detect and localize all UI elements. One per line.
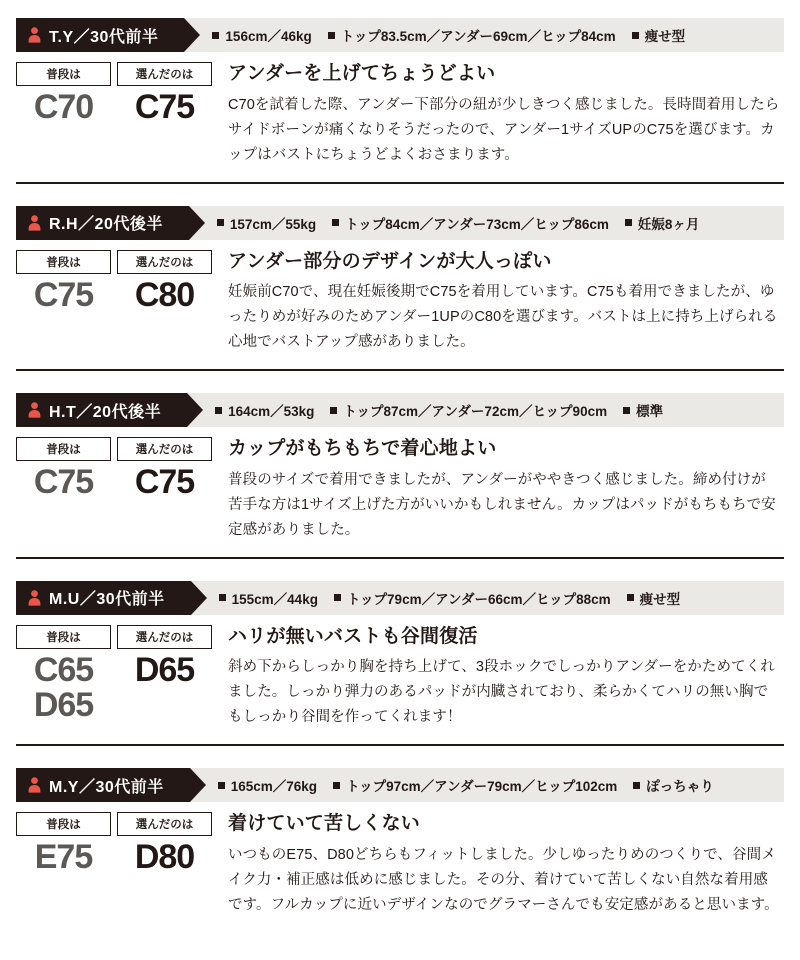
spec-text: 164cm／53kg bbox=[228, 404, 315, 420]
bullet-square-icon bbox=[215, 407, 222, 414]
bullet-square-icon bbox=[219, 594, 226, 601]
review-title: カップがもちもちで着心地よい bbox=[228, 438, 497, 460]
size-value-row bbox=[16, 90, 212, 126]
review-description: 斜め下からしっかり胸を持ち上げて、3段ホックでしっかりアンダーをかためてくれました。しっかり弾力のあるパッドが内臓されており、柔らかくてハリの無い胸でもしっかり谷間を作ってくれます！ bbox=[228, 659, 775, 726]
size-label-row bbox=[16, 250, 212, 274]
person-icon bbox=[28, 777, 41, 793]
spec-item bbox=[334, 588, 611, 608]
spec-text: 標準 bbox=[636, 404, 664, 420]
size-block bbox=[16, 62, 212, 168]
review-title: 着けていて苦しくない bbox=[228, 813, 421, 835]
spec-item bbox=[328, 25, 616, 45]
spec-item bbox=[330, 400, 607, 420]
spec-item bbox=[632, 25, 686, 45]
reviewer-name-bar bbox=[16, 206, 189, 240]
spec-item bbox=[217, 213, 316, 233]
chosen-size-value: C75 bbox=[134, 88, 195, 126]
size-value-row bbox=[16, 840, 212, 876]
spec-text: 157cm／55kg bbox=[229, 216, 317, 232]
spec-item bbox=[212, 25, 311, 45]
bullet-square-icon bbox=[328, 32, 335, 39]
reviewer-specs bbox=[191, 581, 784, 615]
size-block bbox=[16, 250, 212, 356]
bullet-square-icon bbox=[218, 782, 225, 789]
section-divider bbox=[16, 369, 784, 371]
usual-size-label: 普段は bbox=[16, 62, 111, 86]
reviewer-name: R.H／20代後半 bbox=[49, 216, 163, 234]
spec-text: 165cm／76kg bbox=[230, 779, 318, 795]
chosen-size-label: 選んだのは bbox=[117, 62, 212, 86]
spec-text: トップ83.5cm／アンダー69cm／ヒップ84cm bbox=[340, 29, 616, 44]
chosen-size-value: D80 bbox=[134, 838, 195, 877]
review-text bbox=[212, 250, 784, 356]
spec-text: 痩せ型 bbox=[639, 591, 681, 607]
chosen-size-value: C75 bbox=[134, 463, 195, 502]
review-header bbox=[16, 206, 784, 240]
review-title: アンダーを上げてちょうどよい bbox=[228, 63, 496, 84]
reviewer-name-bar bbox=[16, 393, 187, 427]
review-header bbox=[16, 18, 784, 52]
usual-size-value: E75 bbox=[34, 838, 93, 877]
reviewer-specs bbox=[189, 206, 784, 240]
reviewer-name: M.U／30代前半 bbox=[49, 591, 165, 609]
review-card bbox=[16, 581, 784, 747]
spec-item bbox=[633, 775, 714, 795]
size-block bbox=[16, 437, 212, 543]
chosen-size-value: D65 bbox=[134, 650, 195, 689]
review-card bbox=[16, 206, 784, 372]
bullet-square-icon bbox=[632, 32, 639, 39]
person-icon bbox=[28, 27, 41, 43]
reviewer-name-bar bbox=[16, 581, 191, 615]
review-body bbox=[16, 62, 784, 168]
review-card bbox=[16, 393, 784, 559]
reviewer-specs bbox=[184, 18, 784, 52]
review-title: ハリが無いバストも谷間復活 bbox=[228, 625, 478, 647]
spec-text: トップ97cm／アンダー79cm／ヒップ102cm bbox=[346, 779, 618, 795]
reviewer-name: H.T／20代後半 bbox=[49, 403, 162, 421]
size-value-row bbox=[16, 465, 212, 501]
person-icon bbox=[28, 402, 41, 418]
bullet-square-icon bbox=[333, 782, 340, 789]
chosen-size-value: C80 bbox=[134, 275, 195, 314]
review-header bbox=[16, 393, 784, 427]
size-label-row bbox=[16, 437, 212, 461]
usual-size-label: 普段は bbox=[16, 437, 111, 461]
size-block bbox=[16, 625, 212, 731]
bullet-square-icon bbox=[212, 32, 219, 39]
bullet-square-icon bbox=[625, 219, 632, 226]
review-text bbox=[212, 437, 784, 543]
spec-text: トップ79cm／アンダー66cm／ヒップ88cm bbox=[346, 591, 611, 607]
size-value-row bbox=[16, 650, 212, 725]
spec-item bbox=[623, 400, 663, 420]
review-description: いつものE75、D80どちらもフィットしました。少しゆったりめのつくりで、谷間メイク力・補正感は低めに感じました。その分、着けていて苦しくない自然な着用感です。フルカップに近いデザインなのでグラマーさんでも安定感があると思います。 bbox=[228, 847, 779, 913]
usual-size-label: 普段は bbox=[16, 812, 111, 836]
spec-item bbox=[215, 400, 314, 420]
usual-size-label: 普段は bbox=[16, 625, 111, 649]
review-body bbox=[16, 625, 784, 731]
review-description: 普段のサイズで着用できましたが、アンダーがややきつく感じました。締め付けが苦手な方は1サイズ上げた方がいいかもしれません。カップはパッドがもちもちで安定感がありました。 bbox=[228, 471, 776, 538]
bullet-square-icon bbox=[627, 594, 634, 601]
size-label-row bbox=[16, 62, 212, 86]
spec-item bbox=[627, 588, 681, 608]
size-label-row bbox=[16, 812, 212, 836]
review-text bbox=[212, 625, 784, 731]
bullet-square-icon bbox=[334, 594, 341, 601]
bullet-square-icon bbox=[332, 219, 339, 226]
spec-text: 妊娠8ヶ月 bbox=[637, 216, 700, 232]
spec-text: トップ87cm／アンダー72cm／ヒップ90cm bbox=[343, 404, 608, 420]
spec-item bbox=[333, 775, 617, 795]
bullet-square-icon bbox=[330, 407, 337, 414]
review-card bbox=[16, 768, 784, 918]
reviewer-name: T.Y／30代前半 bbox=[49, 28, 159, 46]
review-header bbox=[16, 768, 784, 802]
review-body bbox=[16, 250, 784, 356]
chosen-size-label: 選んだのは bbox=[117, 625, 212, 649]
size-value-row bbox=[16, 275, 212, 314]
review-description: C70を試着した際、アンダー下部分の紐が少しきつく感じました。長時間着用したらサイドボーンが痛くなりそうだったので、アンダー1サイズUPのC75を選びます。カップはバストにちょうどよくおさまります。 bbox=[228, 96, 780, 163]
person-icon bbox=[28, 590, 41, 606]
usual-size-value: C75 bbox=[33, 463, 94, 502]
size-block bbox=[16, 812, 212, 918]
review-body bbox=[16, 437, 784, 543]
reviewer-specs bbox=[190, 768, 784, 802]
reviewer-name: M.Y／30代前半 bbox=[49, 778, 164, 796]
section-divider bbox=[16, 182, 784, 184]
section-divider bbox=[16, 744, 784, 746]
bullet-square-icon bbox=[217, 219, 224, 226]
usual-size-value: C75 bbox=[33, 275, 94, 314]
reviewer-name-bar bbox=[16, 18, 184, 52]
review-text bbox=[212, 812, 784, 918]
usual-size-value: C65 D65 bbox=[33, 650, 94, 725]
review-body bbox=[16, 812, 784, 918]
reviewer-name-bar bbox=[16, 768, 190, 802]
review-title: アンダー部分のデザインが大人っぽい bbox=[228, 250, 552, 272]
review-description: 妊娠前C70で、現在妊娠後期でC75を着用しています。C75も着用できましたが、ゆったりめが好みのためアンダー1UPのC80を選びます。バストは上に持ち上げられる心地でバストアップ感がありました。 bbox=[228, 284, 778, 351]
spec-text: トップ84cm／アンダー73cm／ヒップ86cm bbox=[345, 216, 609, 232]
spec-text: 156cm／46kg bbox=[225, 29, 312, 44]
review-text bbox=[212, 62, 784, 168]
size-label-row bbox=[16, 625, 212, 649]
chosen-size-label: 選んだのは bbox=[117, 812, 212, 836]
bullet-square-icon bbox=[633, 782, 640, 789]
usual-size-value: C70 bbox=[33, 88, 94, 126]
spec-item bbox=[332, 213, 609, 233]
bullet-square-icon bbox=[623, 407, 630, 414]
chosen-size-label: 選んだのは bbox=[117, 437, 212, 461]
review-header bbox=[16, 581, 784, 615]
usual-size-label: 普段は bbox=[16, 250, 111, 274]
spec-text: ぽっちゃり bbox=[646, 779, 714, 795]
spec-text: 155cm／44kg bbox=[231, 591, 318, 607]
spec-item bbox=[219, 588, 318, 608]
spec-text: 痩せ型 bbox=[644, 29, 686, 44]
section-divider bbox=[16, 557, 784, 559]
reviewer-specs bbox=[187, 393, 784, 427]
person-icon bbox=[28, 215, 41, 231]
chosen-size-label: 選んだのは bbox=[117, 250, 212, 274]
spec-item bbox=[218, 775, 317, 795]
spec-item bbox=[625, 213, 700, 233]
review-card bbox=[16, 18, 784, 184]
